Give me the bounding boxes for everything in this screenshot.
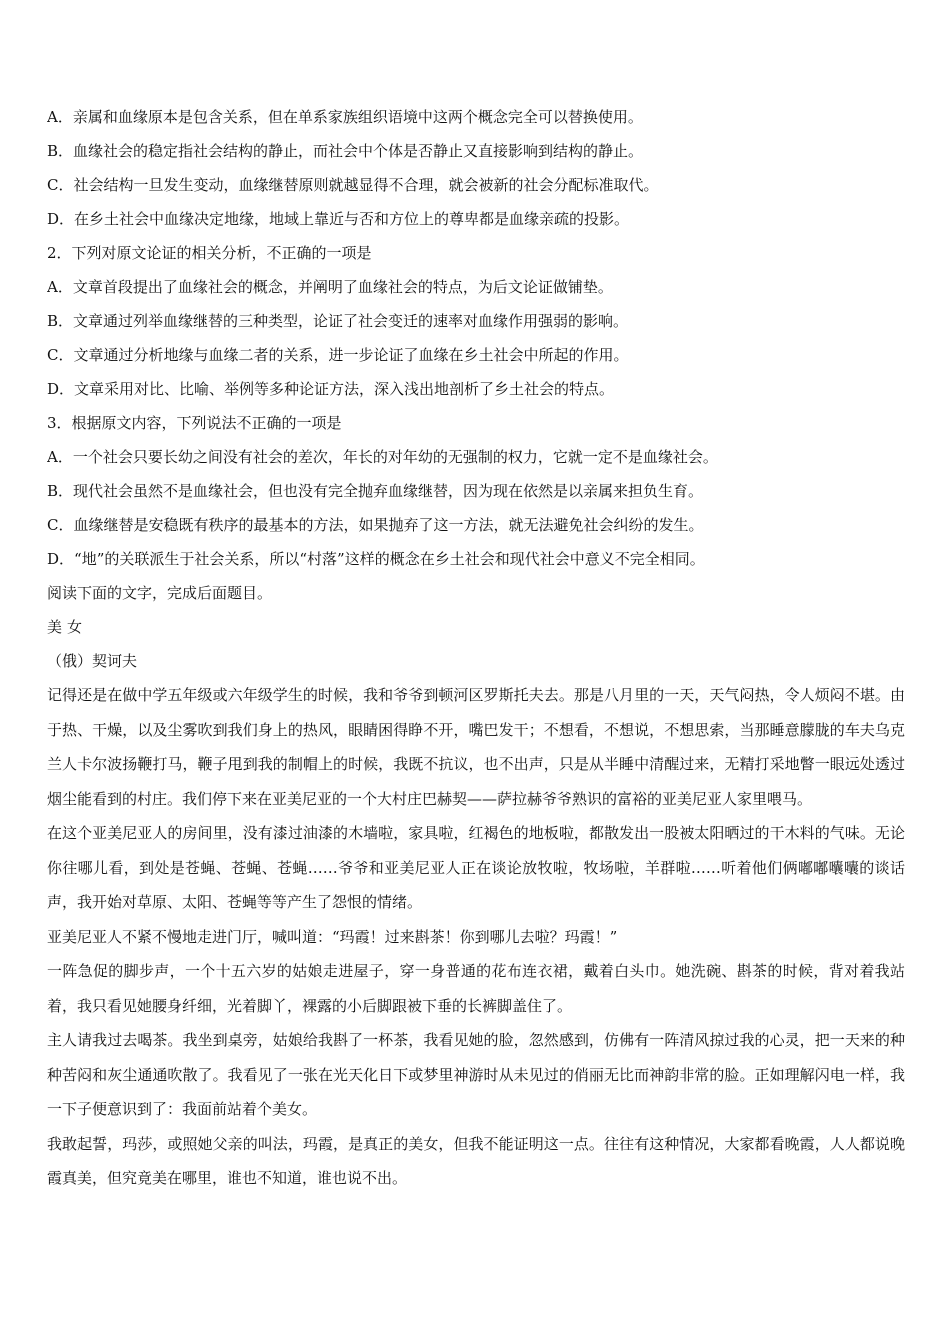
reading-instruction: 阅读下面的文字，完成后面题目。 <box>47 584 273 602</box>
q2-option-a: A．文章首段提出了血缘社会的概念，并阐明了血缘社会的特点，为后文论证做铺垫。 <box>47 278 613 296</box>
q3-option-d: D．“地”的关联派生于社会关系，所以“村落”这样的概念在乡土社会和现代社会中意义不完全相同。 <box>47 550 705 568</box>
q3-option-b: B．现代社会虽然不是血缘社会，但也没有完全抛弃血缘继替，因为现在依然是以亲属来担负生育。 <box>47 482 704 500</box>
q3-option-c: C．血缘继替是安稳既有秩序的最基本的方法，如果抛弃了这一方法，就无法避免社会纠纷的发生。 <box>47 516 704 534</box>
story-paragraph-1: 记得还是在做中学五年级或六年级学生的时候，我和爷爷到顿河区罗斯托夫去。那是八月里的一天，天气闷热，令人烦闷不堪。由于热、干燥，以及尘雾吹到我们身上的热风，眼睛困得睁不开，嘴巴发干；不想看，不想说，不想思索，当那睡意朦胧的车夫乌克兰人卡尔波扬鞭打马，鞭子甩到我的制帽上的时候，我既不抗议，也不出声，只是从半睡中清醒过来，无精打采地瞥一眼远处透过烟尘能看到的村庄。我们停下来在亚美尼亚的一个大村庄巴赫契——萨拉赫爷爷熟识的富裕的亚美尼亚人家里喂马。 <box>47 686 905 808</box>
story-paragraph-6: 我敢起誓，玛莎，或照她父亲的叫法，玛霞，是真正的美女，但我不能证明这一点。往往有这种情况，大家都看晚霞，人人都说晚霞真美，但究竟美在哪里，谁也不知道，谁也说不出。 <box>47 1134 905 1187</box>
story-paragraph-5: 主人请我过去喝茶。我坐到桌旁，姑娘给我斟了一杯茶，我看见她的脸，忽然感到，仿佛有一阵清风掠过我的心灵，把一天来的种种苦闷和灰尘通通吹散了。我看见了一张在光天化日下或梦里神游时从未见过的俏丽无比而神韵非常的脸。正如理解闪电一样，我一下子便意识到了：我面前站着个美女。 <box>47 1031 905 1118</box>
q3-stem: 3．根据原文内容，下列说法不正确的一项是 <box>47 414 342 432</box>
q2-option-b: B．文章通过列举血缘继替的三种类型，论证了社会变迁的速率对血缘作用强弱的影响。 <box>47 312 629 330</box>
document-page <box>47 100 905 1196</box>
q1-option-d: D．在乡土社会中血缘决定地缘，地域上靠近与否和方位上的尊卑都是血缘亲疏的投影。 <box>47 210 630 228</box>
q2-option-d: D．文章采用对比、比喻、举例等多种论证方法，深入浅出地剖析了乡土社会的特点。 <box>47 380 615 398</box>
story-paragraph-2: 在这个亚美尼亚人的房间里，没有漆过油漆的木墙啦，家具啦，红褐色的地板啦，都散发出一股被太阳晒过的干木料的气味。无论你往哪儿看，到处是苍蝇、苍蝇、苍蝇……爷爷和亚美尼亚人正在谈论放牧啦，牧场啦，羊群啦……听着他们俩嘟嘟囔囔的谈话声，我开始对草原、太阳、苍蝇等等产生了怨恨的情绪。 <box>47 824 905 911</box>
story-author: （俄）契诃夫 <box>47 652 138 670</box>
story-paragraph-3: 亚美尼亚人不紧不慢地走进门厅，喊叫道：“玛霞！过来斟茶！你到哪儿去啦？玛霞！” <box>47 927 618 946</box>
story-title: 美女 <box>47 618 88 636</box>
q3-option-a: A．一个社会只要长幼之间没有社会的差次，年长的对年幼的无强制的权力，它就一定不是血缘社会。 <box>47 448 718 466</box>
story-paragraph-4: 一阵急促的脚步声，一个十五六岁的姑娘走进屋子，穿一身普通的花布连衣裙，戴着白头巾。她洗碗、斟茶的时候，背对着我站着，我只看见她腰身纤细，光着脚丫，裸露的小后脚跟被下垂的长裤脚盖住了。 <box>47 962 905 1015</box>
q1-option-b: B．血缘社会的稳定指社会结构的静止，而社会中个体是否静止又直接影响到结构的静止。 <box>47 142 644 160</box>
q1-option-a: A．亲属和血缘原本是包含关系，但在单系家族组织语境中这两个概念完全可以替换使用。 <box>47 108 643 126</box>
q2-option-c: C．文章通过分析地缘与血缘二者的关系，进一步论证了血缘在乡土社会中所起的作用。 <box>47 346 629 364</box>
q1-option-c: C．社会结构一旦发生变动，血缘继替原则就越显得不合理，就会被新的社会分配标准取代。 <box>47 176 659 194</box>
q2-stem: 2．下列对原文论证的相关分析，不正确的一项是 <box>47 244 372 262</box>
